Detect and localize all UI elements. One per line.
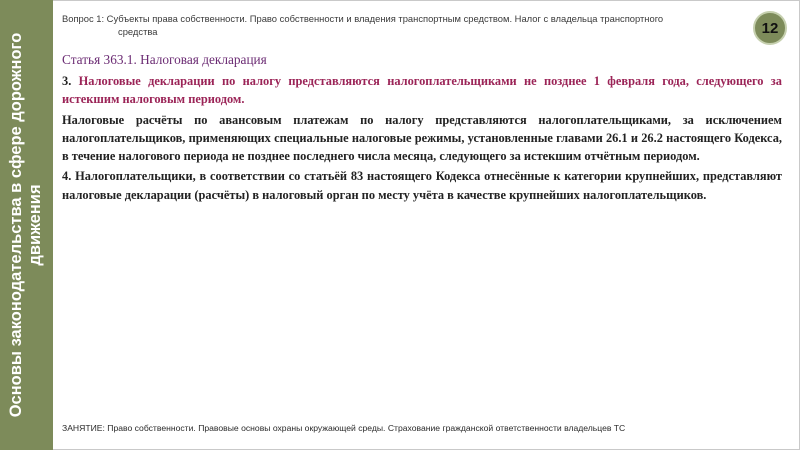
paragraph-number: 3. bbox=[62, 74, 72, 88]
paragraph-4: 4. Налогоплательщики, в соответствии со статьёй 83 настоящего Кодекса отнесённые к категории крупнейших, представляют налоговые декларации (расчёты) в налоговый орган по месту учёта в качестве крупнейших налогоплательщиков. bbox=[62, 169, 782, 202]
article-title: Статья 363.1. Налоговая декларация bbox=[62, 52, 267, 67]
sidebar bbox=[0, 0, 53, 450]
paragraph-3 bbox=[62, 72, 782, 109]
slide-content bbox=[62, 51, 782, 206]
paragraph-3-text: Налоговые декларации по налогу представляются налогоплательщиками не позднее 1 февраля года, следующего за истекшим налоговым периодом. bbox=[62, 74, 782, 107]
question-header bbox=[62, 12, 752, 38]
paragraph-advance-payments: Налоговые расчёты по авансовым платежам по налогу представляются налогоплательщиками, за исключением налогоплательщиков, применяющих специальные налоговые режимы, установленные главами 26.1 и 26.2 настоящего Кодекса, в течение налогового периода не позднее последнего числа месяца, следующего за истекшим отчётным периодом. bbox=[62, 112, 782, 164]
sidebar-title: Основы законодательства в сфере дорожного движения bbox=[7, 32, 44, 418]
slide-number-badge: 12 bbox=[753, 11, 787, 45]
lesson-footer: ЗАНЯТИЕ: Право собственности. Правовые основы охраны окружающей среды. Страхование гражданской ответственности владельцев ТС bbox=[62, 423, 626, 433]
header-line-2: средства bbox=[118, 26, 158, 37]
header-line-1: Вопрос 1: Субъекты права собственности. Право собственности и владения транспортным средством. Налог с владельца транспортного bbox=[62, 13, 664, 24]
